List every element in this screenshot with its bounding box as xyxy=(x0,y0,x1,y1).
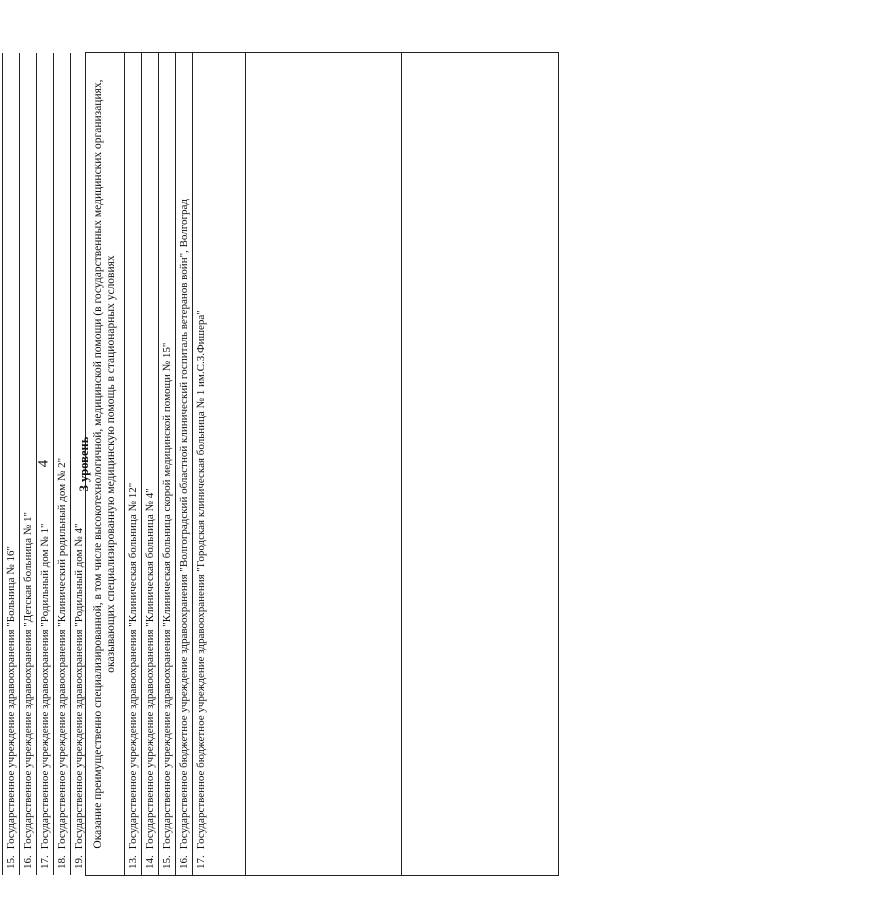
entry-text: Государственное учреждение здравоохранения "Больница № 16" xyxy=(4,546,17,850)
entry-number: 14. xyxy=(144,855,156,869)
entry-number: 15. xyxy=(4,855,17,869)
entry-number: 17. xyxy=(38,855,51,869)
entry-text: Государственное учреждение здравоохранения "Клиническая больница № 12" xyxy=(127,482,139,850)
entry-text: Государственное учреждение здравоохранения "Клиническая больница № 4" xyxy=(144,488,156,850)
levels-table xyxy=(4,52,559,876)
level-3-entry xyxy=(159,53,176,875)
entry-text: Государственное учреждение здравоохранения "Клинический родильный дом № 2" xyxy=(55,457,68,850)
level-3-header xyxy=(69,53,125,875)
level-3-entry xyxy=(193,53,209,875)
entry-text: Государственное учреждение здравоохранения "Родильный дом № 1" xyxy=(38,523,51,850)
level-2-entry xyxy=(54,53,71,875)
entry-number: 18. xyxy=(55,855,68,869)
level-3-entry xyxy=(142,53,159,875)
level-2-entry xyxy=(20,53,37,875)
entry-text: Государственное учреждение здравоохранения "Клиническая больница скорой медицинской помощи № 15" xyxy=(161,342,173,850)
level-3-entry xyxy=(125,53,142,875)
level-3-title: 3 уровень xyxy=(77,436,91,492)
entry-number: 17. xyxy=(195,855,207,869)
entry-number: 16. xyxy=(21,855,34,869)
level-2-entry xyxy=(3,53,20,875)
page-number: 4 xyxy=(35,459,52,468)
entry-number: 16. xyxy=(178,855,190,869)
level-3-description: Оказание преимущественно специализированной, в том числе высокотехнологичной, медицинской помощи (в государственных медицинских организациях, оказывающих специализированную медицинскую помощь в стационарных условиях xyxy=(92,79,117,849)
entry-text: Государственное бюджетное учреждение здравоохранения "Городская клиническая больница № 1 им.С.З.Фишера" xyxy=(195,310,207,850)
entry-text: Государственное учреждение здравоохранения "Родильный дом № 4" xyxy=(72,523,85,850)
level-2-entry xyxy=(37,53,54,875)
entry-number: 19. xyxy=(72,855,85,869)
entry-number: 13. xyxy=(127,855,139,869)
entry-text: Государственное бюджетное учреждение здравоохранения "Волгоградский областной клинический госпиталь ветеранов войн", Волгоград xyxy=(178,199,190,850)
entry-number: 15. xyxy=(161,855,173,869)
level-3-entry xyxy=(176,53,193,875)
entry-text: Государственное учреждение здравоохранения "Детская больница № 1" xyxy=(21,512,34,850)
